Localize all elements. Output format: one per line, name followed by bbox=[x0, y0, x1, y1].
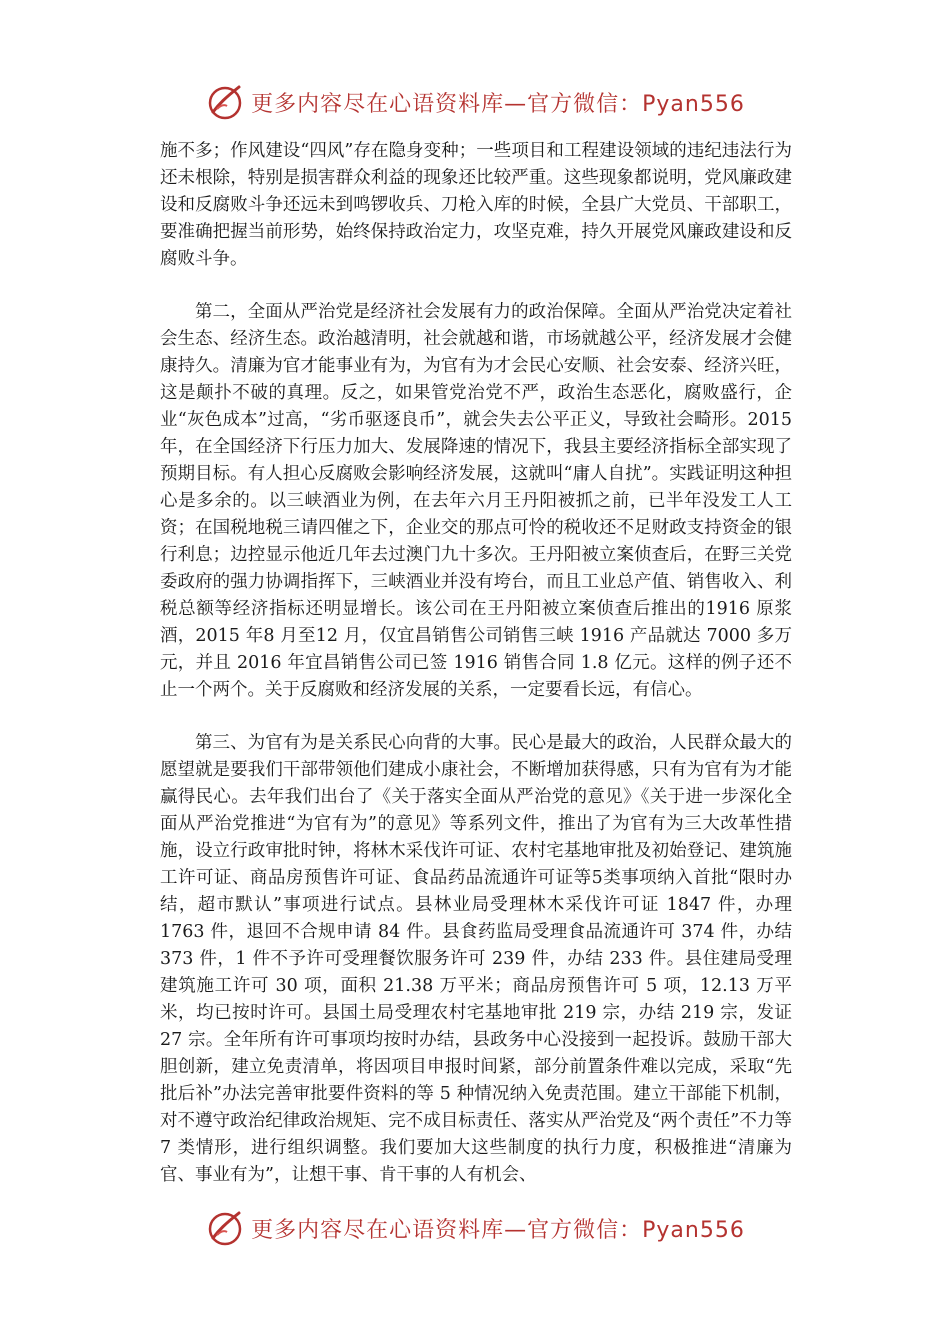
footer-banner bbox=[0, 1203, 950, 1253]
header-banner-text: 更多内容尽在心语资料库—官方微信：Pyan556 bbox=[251, 91, 745, 117]
brush-circle-logo-icon bbox=[205, 1208, 245, 1248]
paragraph-3: 第三、为官有为是关系民心向背的大事。民心是最大的政治，人民群众最大的愿望就是要我们干部带领他们建成小康社会，不断增加获得感，只有为官有为才能赢得民心。去年我们出台了《关于落实全面从严治党的意见》《关于进一步深化全面从严治党推进“为官有为”的意见》等系列文件，推出了为官有为三大改革性措施，设立行政审批时钟，将林木采伐许可证、农村宅基地审批及初始登记、建筑施工许可证、商品房预售许可证、食品药品流通许可证等5类事项纳入首批“限时办结，超市默认”事项进行试点。县林业局受理林木采伐许可证 1847 件，办理 1763 件，退回不合规申请 84 件。县食药监局受理食品流通许可 374 件，办结 373 件，1 件不予许可受理餐饮服务许可 239 件，办结 233 件。县住建局受理建筑施工许可 30 项，面积 21.38 万平米；商品房预售许可 5 项，12.13 万平米，均已按时许可。县国土局受理农村宅基地审批 219 宗，办结 219 宗，发证 27 宗。全年所有许可事项均按时办结，县政务中心没接到一起投诉。鼓励干部大胆创新，建立免责清单，将因项目申报时间紧，部分前置条件难以完成，采取“先批后补”办法完善审批要件资料的等 5 种情况纳入免责范围。建立干部能下机制，对不遵守政治纪律政治规矩、完不成目标责任、落实从严治党及“两个责任”不力等 7 类情形，进行组织调整。我们要加大这些制度的执行力度，积极推进“清廉为官、事业有为”，让想干事、肯干事的人有机会、 bbox=[160, 733, 792, 1185]
paragraph-2: 第二，全面从严治党是经济社会发展有力的政治保障。全面从严治党决定着社会生态、经济生态。政治越清明，社会就越和谐，市场就越公平，经济发展才会健康持久。清廉为官才能事业有为，为官有为才会民心安顺、社会安泰、经济兴旺，这是颠扑不破的真理。反之，如果管党治党不严，政治生态恶化，腐败盛行，企业“灰色成本”过高，“劣币驱逐良币”，就会失去公平正义，导致社会畸形。2015 年，在全国经济下行压力加大、发展降速的情况下，我县主要经济指标全部实现了预期目标。有人担心反腐败会影响经济发展，这就叫“庸人自扰”。实践证明这种担心是多余的。以三峡酒业为例，在去年六月王丹阳被抓之前，已半年没发工人工资；在国税地税三请四催之下，企业交的那点可怜的税收还不足财政支持资金的银行利息；边控显示他近几年去过澳门九十多次。王丹阳被立案侦查后，在野三关党委政府的强力协调指挥下，三峡酒业并没有垮台，而且工业总产值、销售收入、利税总额等经济指标还明显增长。该公司在王丹阳被立案侦查后推出的1916 原浆酒，2015 年8 月至12 月，仅宜昌销售公司销售三峡 1916 产品就达 7000 多万元，并且 2016 年宜昌销售公司已签 1916 销售合同 1.8 亿元。这样的例子还不止一个两个。关于反腐败和经济发展的关系，一定要看长远，有信心。 bbox=[160, 302, 792, 700]
brush-circle-logo-icon bbox=[205, 82, 245, 122]
footer-banner-text: 更多内容尽在心语资料库—官方微信：Pyan556 bbox=[251, 1217, 745, 1243]
document-body bbox=[160, 138, 792, 1215]
header-banner bbox=[0, 77, 950, 127]
paragraph-1: 施不多；作风建设“四风”存在隐身变种；一些项目和工程建设领域的违纪违法行为还未根除，特别是损害群众利益的现象还比较严重。这些现象都说明，党风廉政建设和反腐败斗争还远未到鸣锣收兵、刀枪入库的时候，全县广大党员、干部职工，要准确把握当前形势，始终保持政治定力，攻坚克难，持久开展党风廉政建设和反腐败斗争。 bbox=[160, 141, 792, 269]
